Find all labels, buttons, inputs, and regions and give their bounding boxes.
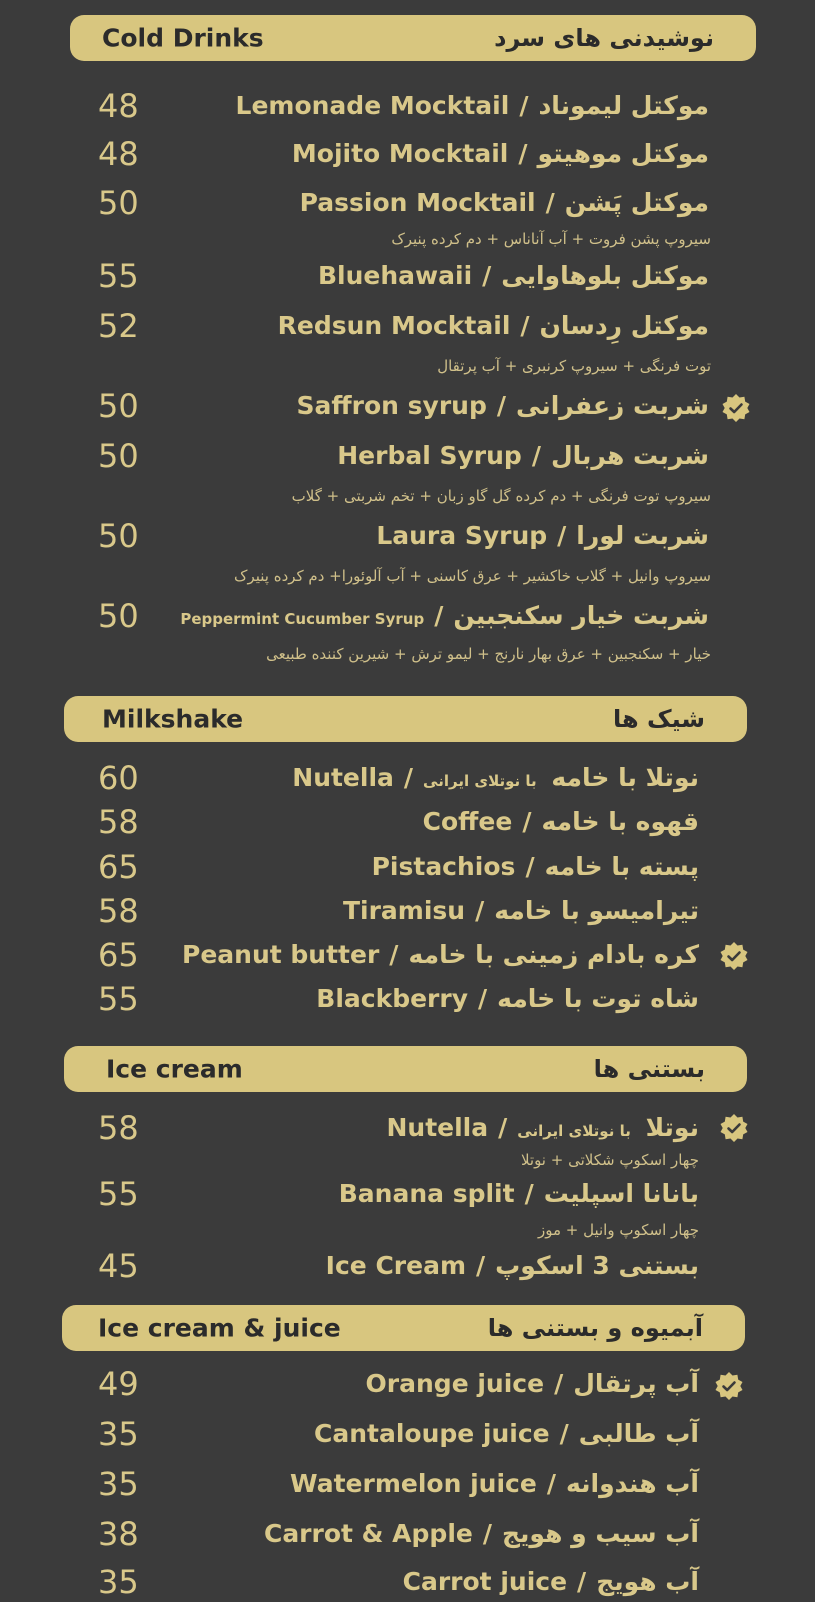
item-name: Cantaloupe juice / آب طالبی [313,1419,699,1448]
item-name: Nutella / با نوتلای ایرانی نوتلا با خامه [292,763,699,792]
item-name: Watermelon juice / آب هندوانه [290,1469,699,1498]
menu-item [0,1464,815,1504]
item-price: 35 [98,1465,139,1503]
item-price: 35 [98,1415,139,1453]
item-price: 65 [98,936,139,974]
menu-item [0,1514,815,1554]
item-price: 35 [98,1563,139,1601]
item-name: Mojito Mocktail / موکتل موهیتو [291,139,709,168]
item-price: 60 [98,759,139,797]
verified-badge-icon [719,941,749,971]
menu-item [0,1562,815,1602]
menu-item [0,386,815,426]
menu-item [0,1174,815,1214]
menu-item [0,1364,815,1404]
menu-item [0,86,815,126]
menu-item [0,183,815,223]
item-name: Coffee / قهوه با خامه [422,807,699,836]
item-price: 58 [98,892,139,930]
verified-badge-icon [721,393,751,423]
menu-item [0,758,815,798]
menu-item [0,436,815,476]
section-title-fa: آبمیوه و بستنی ها [487,1314,703,1342]
item-price: 38 [98,1515,139,1553]
verified-badge-icon [714,1371,744,1401]
section-title-fa: شیک ها [613,705,705,733]
section-title-en: Milkshake [102,704,244,734]
item-name: Passion Mocktail / موکتل پَشن [299,188,709,217]
item-name: Carrot juice / آب هویج [402,1567,699,1596]
section-title-fa: نوشیدنی های سرد [494,24,714,52]
section-title-en: Cold Drinks [102,23,264,53]
item-price: 48 [98,135,139,173]
section-title-en: Ice cream [106,1054,243,1084]
item-name: Laura Syrup / شربت لورا [376,521,709,550]
item-price: 45 [98,1247,139,1285]
verified-badge-icon [719,1113,749,1143]
item-price: 48 [98,87,139,125]
menu-item [0,935,815,975]
item-name: Saffron syrup / شربت زعفرانی [296,391,709,420]
section-title-fa: بستنی ها [593,1055,705,1083]
item-price: 55 [98,980,139,1018]
menu-item [0,979,815,1019]
item-price: 58 [98,1109,139,1147]
item-name: Orange juice / آب پرتقال [365,1369,699,1398]
item-price: 50 [98,517,139,555]
item-name: Nutella / با نوتلای ایرانی نوتلا [386,1113,699,1142]
menu-item [0,134,815,174]
section-title-en: Ice cream & juice [98,1313,341,1343]
item-description: سیروپ پشن فروت + آب آناناس + دم کرده پنیرک [391,230,711,248]
menu-item [0,1414,815,1454]
menu-item [0,306,815,346]
item-price: 55 [98,1175,139,1213]
item-price: 55 [98,257,139,295]
menu-item [0,802,815,842]
item-name: Redsun Mocktail / موکتل رِدسان [277,311,709,340]
item-price: 50 [98,387,139,425]
item-price: 50 [98,597,139,635]
item-price: 65 [98,848,139,886]
item-name: Blackberry / شاه توت با خامه [316,984,699,1013]
item-name: Bluehawaii / موکتل بلوهاوایی [318,261,709,290]
menu-item [0,891,815,931]
menu-item [0,1108,815,1148]
item-name: Lemonade Mocktail / موکتل لیموناد [235,91,709,120]
item-price: 50 [98,437,139,475]
section-header-milkshake [64,696,747,742]
menu-item [0,1246,815,1286]
item-description: چهار اسکوپ وانیل + موز [537,1221,699,1239]
item-price: 49 [98,1365,139,1403]
item-description: سیروپ توت فرنگی + دم کرده گل گاو زبان + تخم شربتی + گلاب [291,487,711,505]
item-description: سیروپ وانیل + گلاب خاکشیر + عرق کاسنی + آب آلوئورا+ دم کرده پنیرک [234,567,711,585]
item-name: Tiramisu / تیرامیسو با خامه [342,896,699,925]
item-name: Banana split / بانانا اسپلیت [338,1179,699,1208]
item-name: Pistachios / پسته با خامه [371,852,699,881]
section-header-ice-cream-juice [62,1305,745,1351]
item-name: Peppermint Cucumber Syrup / شربت خیار سکنجبین [180,601,709,630]
item-description: خیار + سکنجبین + عرق بهار نارنج + لیمو ترش + شیرین کننده طبیعی [266,645,711,663]
item-description: توت فرنگی + سیروپ کرنبری + آب پرتقال [437,357,711,375]
menu-item [0,256,815,296]
item-name: Herbal Syrup / شربت هربال [337,441,709,470]
section-header-cold-drinks [70,15,756,61]
item-price: 58 [98,803,139,841]
item-name: Peanut butter / کره بادام زمینی با خامه [182,940,699,969]
item-name: Carrot & Apple / آب سیب و هویج [263,1519,699,1548]
section-header-ice-cream [64,1046,747,1092]
item-description: چهار اسکوپ شکلاتی + نوتلا [520,1151,699,1169]
item-name: Ice Cream / بستنی 3 اسکوپ [325,1251,699,1280]
menu-item [0,847,815,887]
menu-item [0,516,815,556]
menu-item [0,596,815,636]
item-price: 50 [98,184,139,222]
item-price: 52 [98,307,139,345]
